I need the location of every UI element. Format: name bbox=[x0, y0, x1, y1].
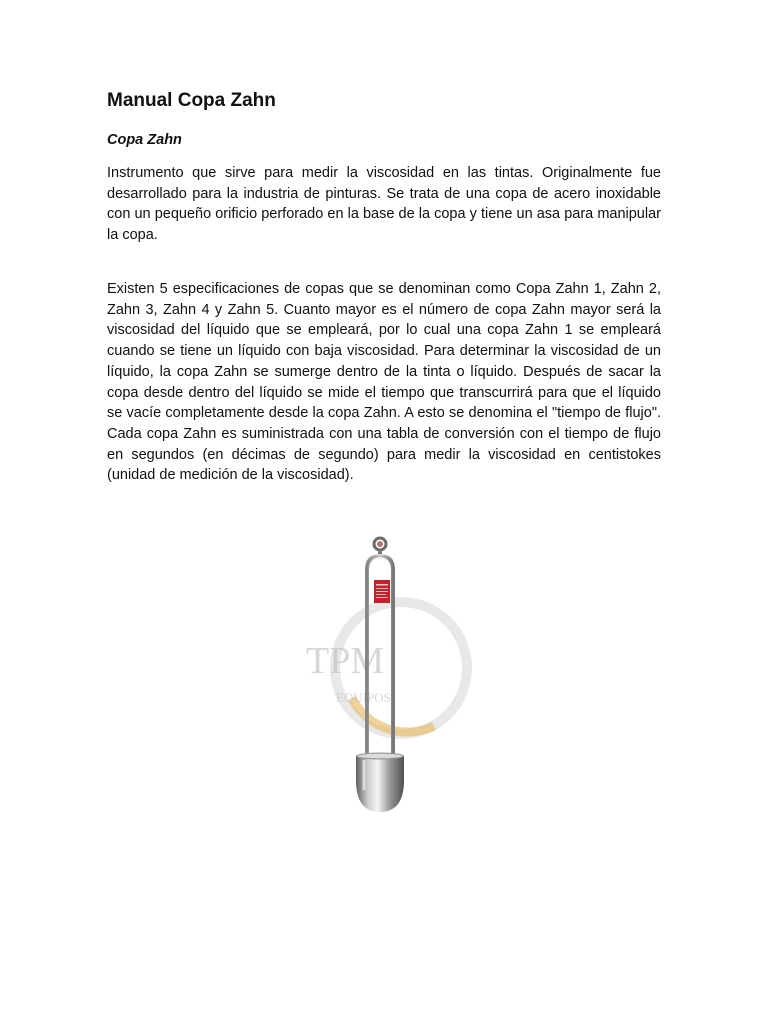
watermark-subtext: EQUIPOS bbox=[336, 690, 391, 705]
zahn-cup-image bbox=[284, 530, 484, 812]
section-subtitle: Copa Zahn bbox=[107, 132, 182, 148]
watermark-logo bbox=[306, 602, 467, 734]
zahn-cup-illustration bbox=[284, 530, 484, 812]
document-title: Manual Copa Zahn bbox=[107, 90, 276, 111]
watermark-text: TPM bbox=[306, 640, 385, 682]
cup-body bbox=[356, 753, 404, 813]
paragraph-specifications: Existen 5 especificaciones de copas que se denominan como Copa Zahn 1, Zahn 2, Zahn 3, Zahn 4 y Zahn 5. Cuanto mayor es el número de copa Zahn mayor será la viscosidad del líquido que se empleará, por lo cual una copa Zahn 1 se empleará cuando se tiene un líquido con baja viscosidad. Para determinar la viscosidad de un líquido, la copa Zahn se sumerge dentro de la tinta o líquido. Después de sacar la copa desde dentro del líquido se mide el tiempo que transcurrirá para que el líquido se vacíe completamente desde la copa Zahn. A esto se denomina el "tiempo de flujo". Cada copa Zahn es suministrada con una tabla de conversión con el tiempo de flujo en segundos (en décimas de segundo) para medir la viscosidad en centistokes (unidad de medición de la viscosidad). bbox=[107, 281, 661, 484]
red-label bbox=[374, 580, 390, 603]
paragraph-definition: Instrumento que sirve para medir la viscosidad en las tintas. Originalmente fue desarrollado para la industria de pinturas. Se trata de una copa de acero inoxidable con un pequeño orificio perforado en la base de la copa y tiene un asa para manipular la copa. bbox=[107, 165, 661, 244]
